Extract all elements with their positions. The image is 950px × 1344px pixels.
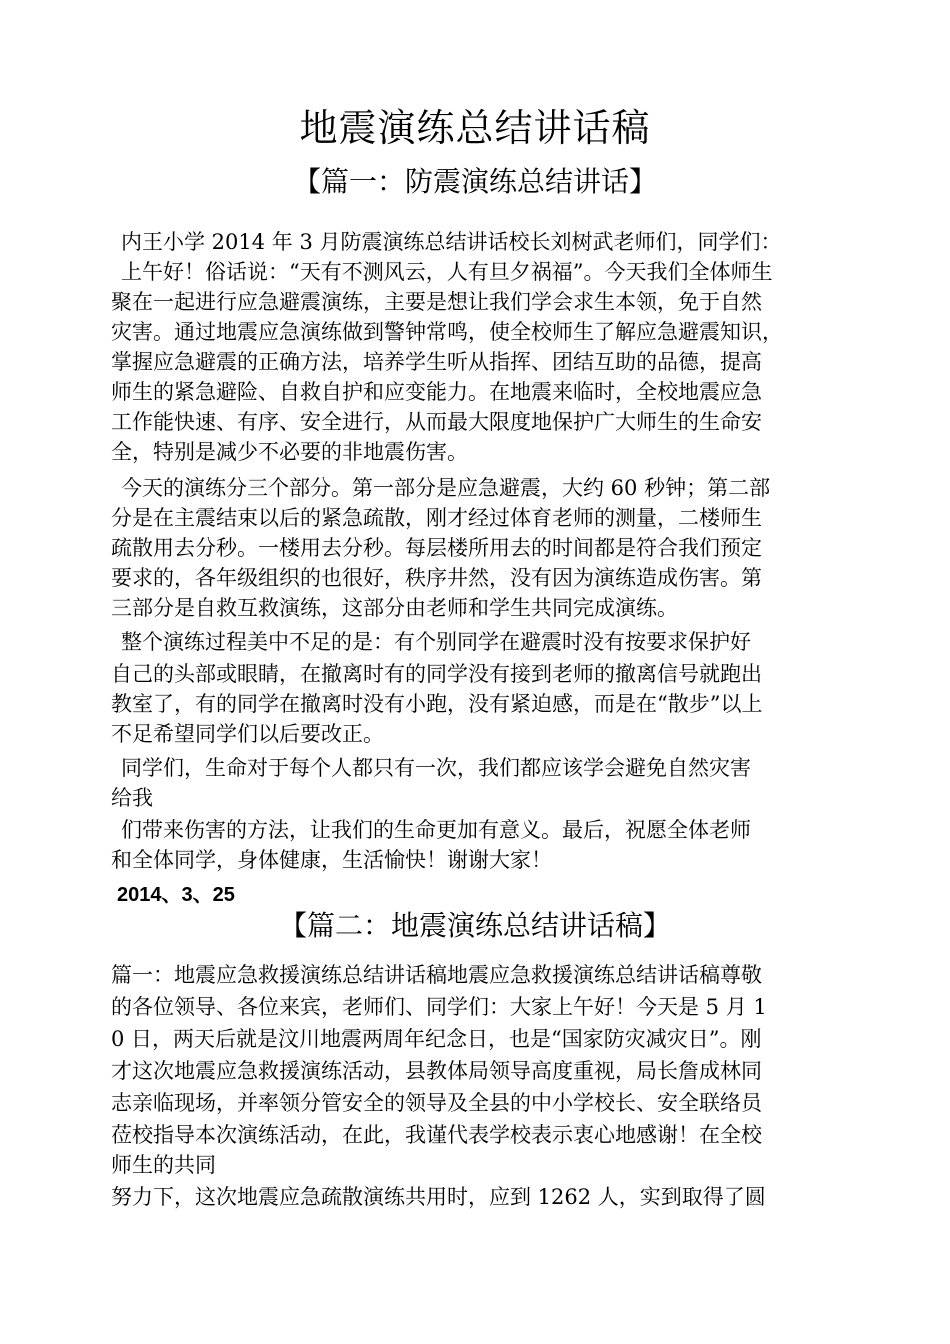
body-line: 们带来伤害的方法，让我们的生命更加有意义。最后，祝愿全体老师 — [121, 818, 751, 842]
body-line: 要求的，各年级组织的也很好，秩序井然，没有因为演练造成伤害。第 — [111, 566, 762, 590]
body-line: 师生的共同 — [111, 1153, 216, 1177]
body-line: 0 日，两天后就是汶川地震两周年纪念日，也是“国家防灾减灾日”。刚 — [111, 1027, 762, 1051]
body-line: 今天的演练分三个部分。第一部分是应急避震，大约 60 秒钟；第二部 — [121, 476, 771, 500]
body-line: 上午好！俗话说：“天有不测风云，人有旦夕祸福”。今天我们全体师生 — [121, 260, 773, 284]
body-line: 内王小学 2014 年 3 月防震演练总结讲话校长刘树武老师们，同学们： — [121, 230, 782, 254]
body-line: 篇一：地震应急救援演练总结讲话稿地震应急救援演练总结讲话稿尊敬 — [111, 963, 762, 987]
body-line: 和全体同学，身体健康，生活愉快！谢谢大家！ — [111, 848, 552, 872]
body-line: 教室了，有的同学在撤离时没有小跑，没有紧迫感，而是在“散步”以上 — [111, 692, 763, 716]
body-line: 聚在一起进行应急避震演练，主要是想让我们学会求生本领，免于自然 — [111, 290, 762, 314]
section-2-heading: 【篇二：地震演练总结讲话稿】 — [278, 909, 671, 942]
body-line: 才这次地震应急救援演练活动，县教体局领导高度重视，局长詹成林同 — [111, 1059, 762, 1083]
body-line: 不足希望同学们以后要改正。 — [111, 722, 384, 746]
body-line: 疏散用去分秒。一楼用去分秒。每层楼所用去的时间都是符合我们预定 — [111, 536, 762, 560]
document-title: 地震演练总结讲话稿 — [299, 106, 651, 150]
body-line: 自己的头部或眼睛，在撤离时有的同学没有接到老师的撤离信号就跑出 — [111, 662, 762, 686]
body-line: 掌握应急避震的正确方法，培养学生听从指挥、团结互助的品德，提高 — [111, 350, 762, 374]
body-line: 全，特别是减少不必要的非地震伤害。 — [111, 440, 468, 464]
body-line: 师生的紧急避险、自救自护和应变能力。在地震来临时，全校地震应急 — [111, 380, 762, 404]
body-line: 莅校指导本次演练活动，在此，我谨代表学校表示衷心地感谢！在全校 — [111, 1123, 762, 1147]
body-line: 三部分是自救互救演练，这部分由老师和学生共同完成演练。 — [111, 596, 678, 620]
body-line: 志亲临现场，并率领分管安全的领导及全县的中小学校长、安全联络员 — [111, 1091, 762, 1115]
section-1-heading: 【篇一：防震演练总结讲话】 — [292, 165, 657, 198]
body-line: 努力下，这次地震应急疏散演练共用时，应到 1262 人，实到取得了圆 — [111, 1185, 766, 1209]
body-line: 工作能快速、有序、安全进行，从而最大限度地保护广大师生的生命安 — [111, 410, 762, 434]
body-line: 的各位领导、各位来宾，老师们、同学们：大家上午好！今天是 5 月 1 — [111, 995, 767, 1019]
body-line: 分是在主震结束以后的紧急疏散，刚才经过体育老师的测量，二楼师生 — [111, 506, 762, 530]
body-line: 整个演练过程美中不足的是：有个别同学在避震时没有按要求保护好 — [121, 630, 751, 654]
section-1-date: 2014、3、25 — [117, 884, 235, 906]
body-line: 给我 — [111, 786, 153, 810]
body-line: 灾害。通过地震应急演练做到警钟常鸣，使全校师生了解应急避震知识， — [111, 320, 783, 344]
body-line: 同学们，生命对于每个人都只有一次，我们都应该学会避免自然灾害 — [121, 756, 751, 780]
